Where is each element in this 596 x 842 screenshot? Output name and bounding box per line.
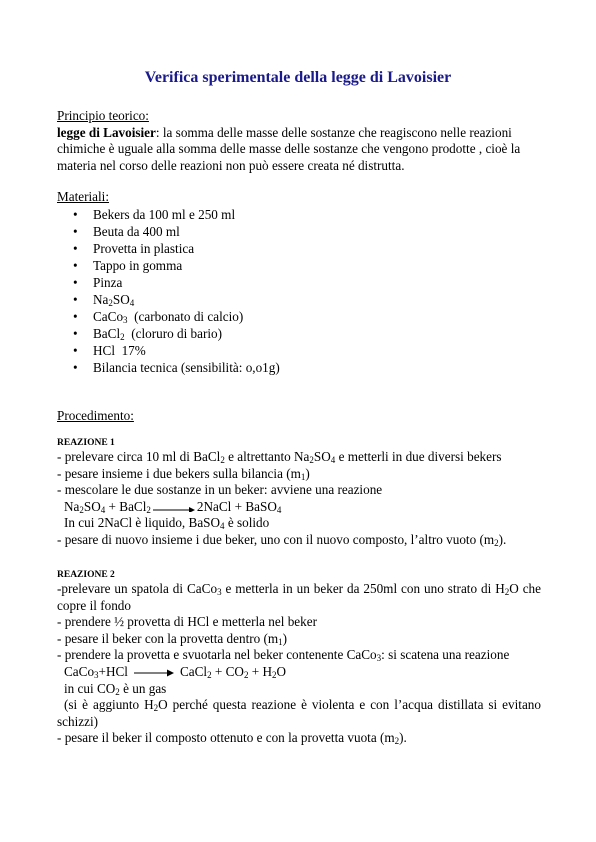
reazione1-step bbox=[57, 532, 541, 549]
subscript: 3 bbox=[94, 669, 99, 680]
text: ). bbox=[498, 531, 507, 547]
text: - pesare insieme i due bekers sulla bilancia (m bbox=[57, 465, 301, 481]
list-item: • Pinza bbox=[57, 274, 541, 291]
formula-part: CaCl bbox=[179, 663, 208, 679]
principio-section bbox=[57, 108, 541, 174]
list-item: • Bekers da 100 ml e 250 ml bbox=[57, 206, 541, 223]
list-item: • Tappo in gomma bbox=[57, 257, 541, 274]
reazione2-note bbox=[57, 681, 541, 698]
text: SO bbox=[313, 449, 331, 464]
text: In cui 2NaCl è liquido, BaSO bbox=[64, 515, 221, 531]
subscript: 2 bbox=[272, 669, 277, 680]
list-item bbox=[57, 325, 541, 342]
reazione1-step bbox=[57, 466, 541, 483]
text: - pesare il beker il composto ottenuto e con la provetta vuota (m bbox=[57, 730, 395, 746]
reazione2-equation bbox=[57, 664, 541, 681]
subscript: 2 bbox=[153, 703, 159, 714]
reazione2-heading: REAZIONE 2 bbox=[57, 570, 115, 580]
reazione1-equation bbox=[57, 499, 541, 516]
subscript: 2 bbox=[115, 686, 120, 697]
list-item: • HCl 17% bbox=[57, 342, 541, 359]
reazione2-step bbox=[57, 581, 541, 614]
subscript: 2 bbox=[504, 587, 510, 597]
text: O che copre il fondo bbox=[57, 581, 542, 613]
reazione2-note bbox=[57, 697, 541, 730]
subscript: 2 bbox=[243, 669, 249, 680]
formula-part: CaCo bbox=[93, 308, 124, 324]
formula-part: SO bbox=[112, 291, 130, 307]
text: è un gas bbox=[119, 680, 167, 696]
reazione1-section bbox=[57, 437, 541, 549]
procedimento-heading: Procedimento: bbox=[57, 408, 134, 423]
reazione2-step bbox=[57, 647, 541, 664]
reazione2-section bbox=[57, 569, 541, 747]
subscript: 1 bbox=[300, 471, 306, 482]
reazione2-step: - prendere ½ provetta di HCl e metterla nel beker bbox=[57, 614, 317, 630]
text: - prendere la provetta e svuotarla nel beker contenente CaCo bbox=[57, 647, 377, 663]
formula-part: Na bbox=[93, 291, 109, 307]
reazione2-step bbox=[57, 631, 541, 648]
formula-part: BaCl bbox=[93, 325, 121, 341]
reaction-arrow-icon bbox=[134, 668, 174, 678]
text: ) bbox=[282, 630, 288, 646]
text: ). bbox=[399, 730, 407, 746]
subscript: 3 bbox=[217, 587, 222, 597]
reazione2-step bbox=[57, 730, 541, 747]
subscript: 2 bbox=[108, 297, 113, 308]
subscript: 3 bbox=[123, 314, 128, 325]
subscript: 2 bbox=[494, 537, 499, 548]
reazione1-step bbox=[57, 449, 541, 466]
subscript: 1 bbox=[278, 636, 283, 647]
text: e altrettanto Na bbox=[224, 449, 310, 464]
subscript: 2 bbox=[146, 504, 151, 515]
text: - prelevare circa 10 ml di BaCl bbox=[57, 449, 221, 464]
reazione1-note bbox=[57, 515, 541, 532]
text: - pesare il beker con la provetta dentro (m bbox=[57, 630, 279, 646]
reaction-arrow-icon bbox=[153, 504, 195, 512]
formula-part: +HCl bbox=[98, 663, 128, 679]
text: in cui CO bbox=[64, 680, 116, 696]
formula-part: SO bbox=[83, 498, 101, 514]
subscript: 4 bbox=[276, 504, 282, 515]
subscript: 4 bbox=[100, 504, 106, 515]
text: ) bbox=[305, 465, 310, 481]
text: e metterla in un beker da 250ml con uno strato di H bbox=[221, 581, 505, 596]
list-item bbox=[57, 291, 541, 308]
text: -prelevare un spatola di CaCo bbox=[57, 581, 218, 596]
text: è solido bbox=[224, 515, 270, 531]
formula-part: 2NaCl + BaSO bbox=[196, 498, 277, 514]
list-item: • Provetta in plastica bbox=[57, 240, 541, 257]
text: e metterli in due diversi bekers bbox=[335, 449, 502, 464]
principio-term: legge di Lavoisier bbox=[57, 124, 156, 140]
list-item: • Bilancia tecnica (sensibilità: o,o1g) bbox=[57, 359, 541, 376]
subscript: 2 bbox=[309, 455, 314, 465]
subscript: 4 bbox=[220, 521, 225, 532]
subscript: 3 bbox=[376, 653, 382, 664]
formula-part: O bbox=[276, 663, 287, 679]
reazione1-heading: REAZIONE 1 bbox=[57, 438, 115, 448]
principio-text: : la somma delle masse delle sostanze che reagiscono nelle reazioni chimiche è uguale alla somma delle masse delle sostanze che vengono prodotte , cioè la materia nel corso delle reazioni non può essere creata né distrutta. bbox=[57, 124, 521, 173]
subscript: 2 bbox=[220, 455, 225, 465]
subscript: 2 bbox=[79, 504, 84, 515]
subscript: 4 bbox=[129, 297, 135, 308]
formula-note: (carbonato di calcio) bbox=[127, 308, 244, 324]
materiali-section bbox=[57, 189, 541, 376]
principio-paragraph bbox=[57, 125, 541, 175]
materiali-heading: Materiali: bbox=[57, 189, 109, 204]
subscript: 4 bbox=[330, 455, 336, 465]
formula-part: + CO bbox=[211, 663, 244, 679]
list-item bbox=[57, 308, 541, 325]
formula-part: + H bbox=[248, 663, 272, 679]
formula-note: (cloruro di bario) bbox=[124, 325, 223, 341]
list-item: • Beuta da 400 ml bbox=[57, 223, 541, 240]
subscript: 2 bbox=[394, 736, 400, 747]
text: - pesare di nuovo insieme i due beker, uno con il nuovo composto, l’altro vuoto (m bbox=[57, 531, 495, 547]
principio-heading: Principio teorico: bbox=[57, 108, 149, 123]
text: (si è aggiunto H bbox=[64, 697, 154, 713]
text: O perché questa reazione è violenta e con l’acqua distillata si evitano schizzi) bbox=[57, 697, 541, 729]
formula-part: + BaCl bbox=[105, 498, 147, 514]
formula-part: CaCo bbox=[64, 663, 95, 679]
subscript: 2 bbox=[207, 669, 212, 680]
materiali-list bbox=[57, 206, 541, 376]
reazione1-step: - mescolare le due sostanze in un beker: avviene una reazione bbox=[57, 482, 383, 498]
subscript: 2 bbox=[120, 331, 125, 342]
text: : si scatena una reazione bbox=[381, 647, 510, 663]
formula-part: Na bbox=[64, 498, 80, 514]
document-title: Verifica sperimentale della legge di Lavoisier bbox=[144, 69, 452, 86]
